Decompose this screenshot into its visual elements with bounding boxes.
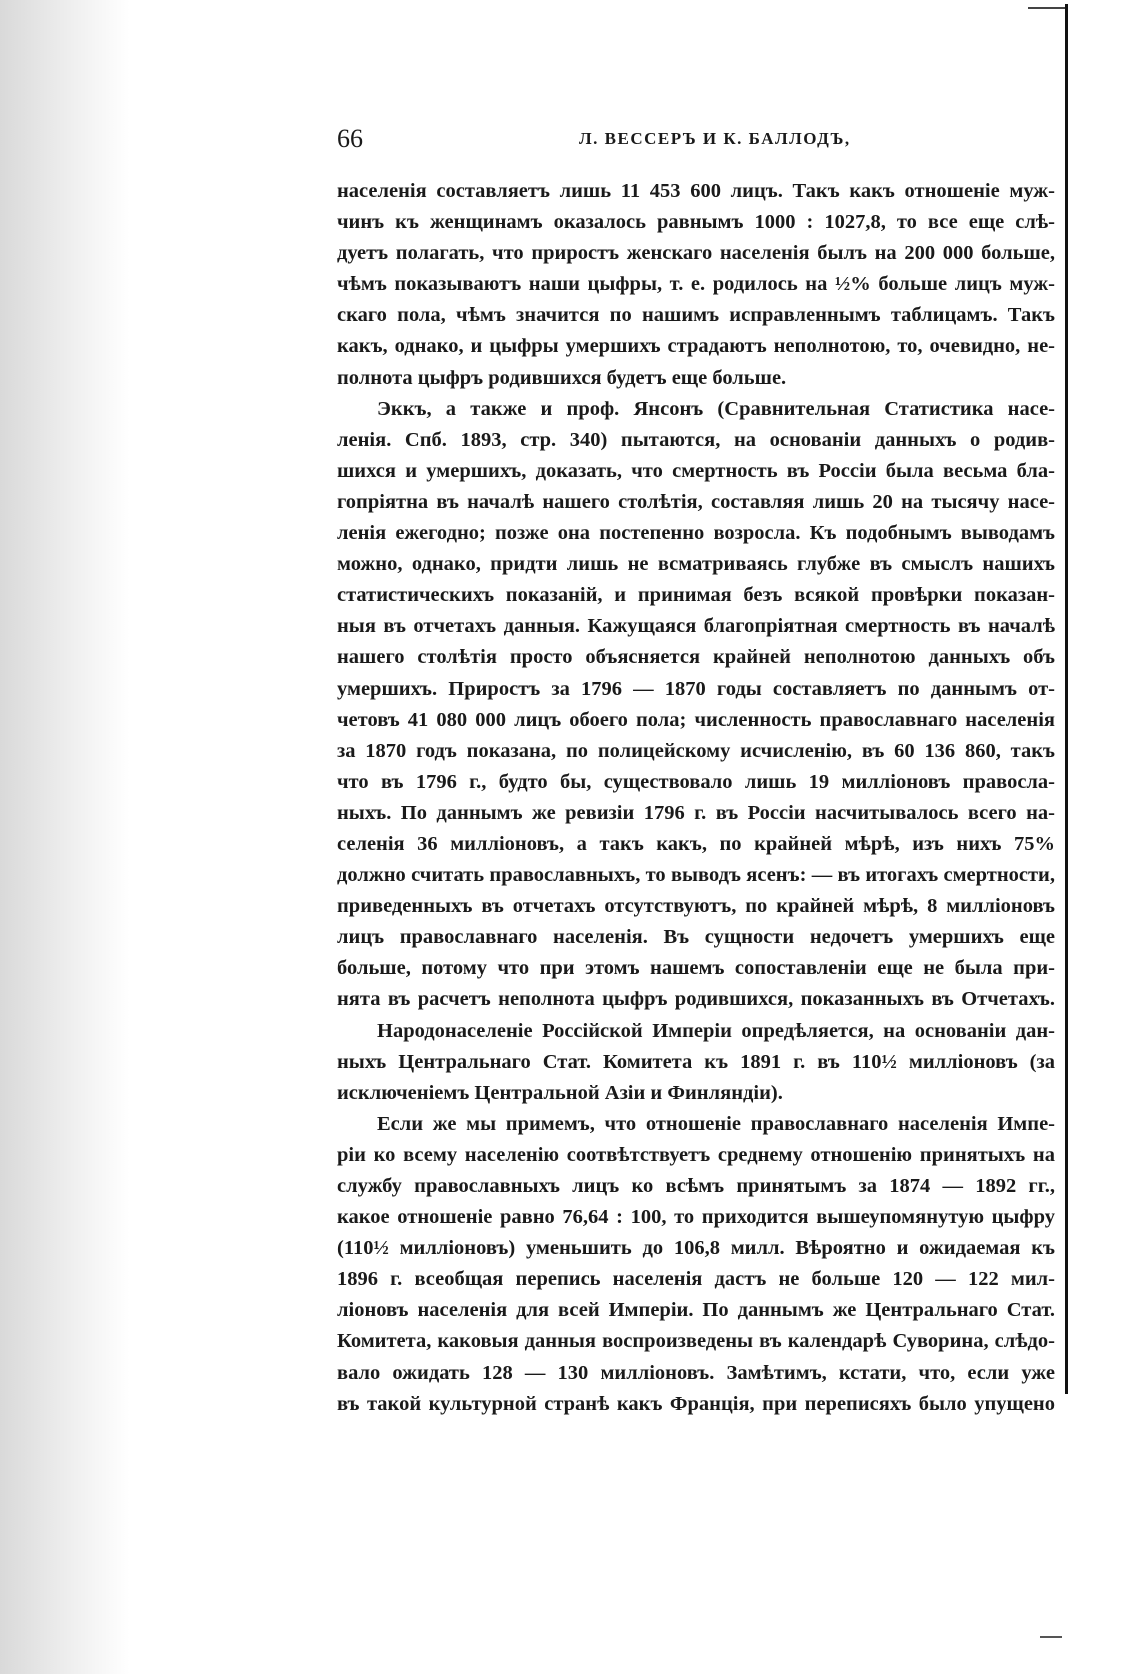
- text-line: скаго пола, чѣмъ значится по нашимъ исправленнымъ таблицамъ. Такъ: [337, 304, 1055, 327]
- paragraph-start-line: Если же мы примемъ, что отношеніе православнаго населенія Импе-: [377, 1112, 1055, 1135]
- text-line: въ такой культурной странѣ какъ Франція, при переписяхъ было упущено: [337, 1392, 1055, 1415]
- text-line: чинъ къ женщинамъ оказалось равнымъ 1000 : 1027,8, то все еще слѣ-: [337, 211, 1055, 234]
- text-line: чѣмъ показываютъ наши цыфры, т. е. родилось на ½% больше лицъ муж-: [337, 273, 1055, 296]
- text-line: дуетъ полагать, что приростъ женскаго населенія былъ на 200 000 больше,: [337, 242, 1055, 265]
- text-line: больше, потому что при этомъ нашемъ сопоставленіи еще не была при-: [337, 957, 1055, 980]
- page-header: [337, 122, 1057, 156]
- text-line: должно считать православныхъ, то выводъ ясенъ: — въ итогахъ смертности,: [337, 864, 1055, 887]
- body-text: [337, 176, 1055, 1420]
- text-line: ліоновъ населенія для всей Имперіи. По даннымъ же Центральнаго Стат.: [337, 1299, 1055, 1322]
- text-line: за 1870 годъ показана, по полицейскому исчисленію, въ 60 136 860, такъ: [337, 739, 1055, 762]
- text-line: ныя въ отчетахъ данныя. Кажущаяся благопріятная смертность въ началѣ: [337, 615, 1055, 638]
- text-line: шихся и умершихъ, доказать, что смертность въ Россіи была весьма бла-: [337, 459, 1055, 482]
- text-line: умершихъ. Приростъ за 1796 — 1870 годы составляетъ по даннымъ от-: [337, 677, 1055, 700]
- text-line: ныхъ Центральнаго Стат. Комитета къ 1891 г. въ 110½ милліоновъ (за: [337, 1050, 1055, 1073]
- text-line: нята въ расчетъ неполнота цыфръ родившихся, показанныхъ въ Отчетахъ.: [337, 988, 1055, 1011]
- text-line: населенія составляетъ лишь 11 453 600 лицъ. Такъ какъ отношеніе муж-: [337, 180, 1055, 202]
- text-line: приведенныхъ въ отчетахъ отсутствуютъ, по крайней мѣрѣ, 8 милліоновъ: [337, 895, 1055, 918]
- text-line: вало ожидать 128 — 130 милліоновъ. Замѣтимъ, кстати, что, если уже: [337, 1361, 1055, 1384]
- text-line: четовъ 41 080 000 лицъ обоего пола; численность православнаго населенія: [337, 708, 1055, 731]
- text-line: ленія. Спб. 1893, стр. 340) пытаются, на основаніи данныхъ о родив-: [337, 428, 1055, 451]
- text-line: гопріятна въ началѣ нашего столѣтія, составляя лишь 20 на тысячу насе-: [337, 490, 1055, 513]
- text-line: статистическихъ показаній, и принимая безъ всякой провѣрки показан-: [337, 584, 1055, 607]
- text-line: Комитета, каковыя данныя воспроизведены въ календарѣ Суворина, слѣдо-: [337, 1330, 1055, 1353]
- text-line: службу православныхъ лицъ ко всѣмъ принятымъ за 1874 — 1892 гг.,: [337, 1175, 1055, 1197]
- text-line: лицъ православнаго населенія. Въ сущности недочетъ умершихъ еще: [337, 926, 1055, 949]
- text-line: исключеніемъ Центральной Азіи и Финляндіи).: [337, 1081, 783, 1104]
- text-line: какое отношеніе равно 76,64 : 100, то приходится вышеупомянутую цыфру: [337, 1206, 1055, 1229]
- running-head: Л. ВЕССЕРЪ И К. БАЛЛОДЪ,: [579, 129, 851, 148]
- text-line: можно, однако, придти лишь не всматриваясь глубже въ смыслъ нашихъ: [337, 553, 1055, 576]
- paragraph-start-line: Эккъ, а также и проф. Янсонъ (Сравнительная Статистика насе-: [377, 397, 1055, 420]
- text-line: ленія ежегодно; позже она постепенно возросла. Къ подобнымъ выводамъ: [337, 522, 1055, 545]
- text-line: селенія 36 милліоновъ, а такъ какъ, по крайней мѣрѣ, изъ нихъ 75%: [337, 832, 1055, 855]
- page-number: 66: [337, 124, 363, 153]
- text-line: 1896 г. всеобщая перепись населенія дастъ не больше 120 — 122 мил-: [337, 1268, 1055, 1291]
- text-line: какъ, однако, и цыфры умершихъ страдаютъ неполнотою, то, очевидно, не-: [337, 335, 1055, 358]
- text-line: ріи ко всему населенію соотвѣтствуетъ среднему отношенію принятыхъ на: [337, 1143, 1055, 1166]
- text-line: что въ 1796 г., будто бы, существовало лишь 19 милліоновъ правосла-: [337, 770, 1055, 793]
- paragraph-start-line: Народонаселеніе Россійской Имперіи опредѣляется, на основаніи дан-: [377, 1019, 1055, 1042]
- text-line: нашего столѣтія просто объясняется крайней неполнотою данныхъ объ: [337, 646, 1055, 669]
- text-line: полнота цыфръ родившихся будетъ еще больше.: [337, 366, 787, 389]
- text-line: (110½ милліоновъ) уменьшить до 106,8 милл. Вѣроятно и ожидаемая къ: [337, 1237, 1055, 1260]
- text-line: ныхъ. По даннымъ же ревизіи 1796 г. въ Россіи насчитывалось всего на-: [337, 801, 1055, 824]
